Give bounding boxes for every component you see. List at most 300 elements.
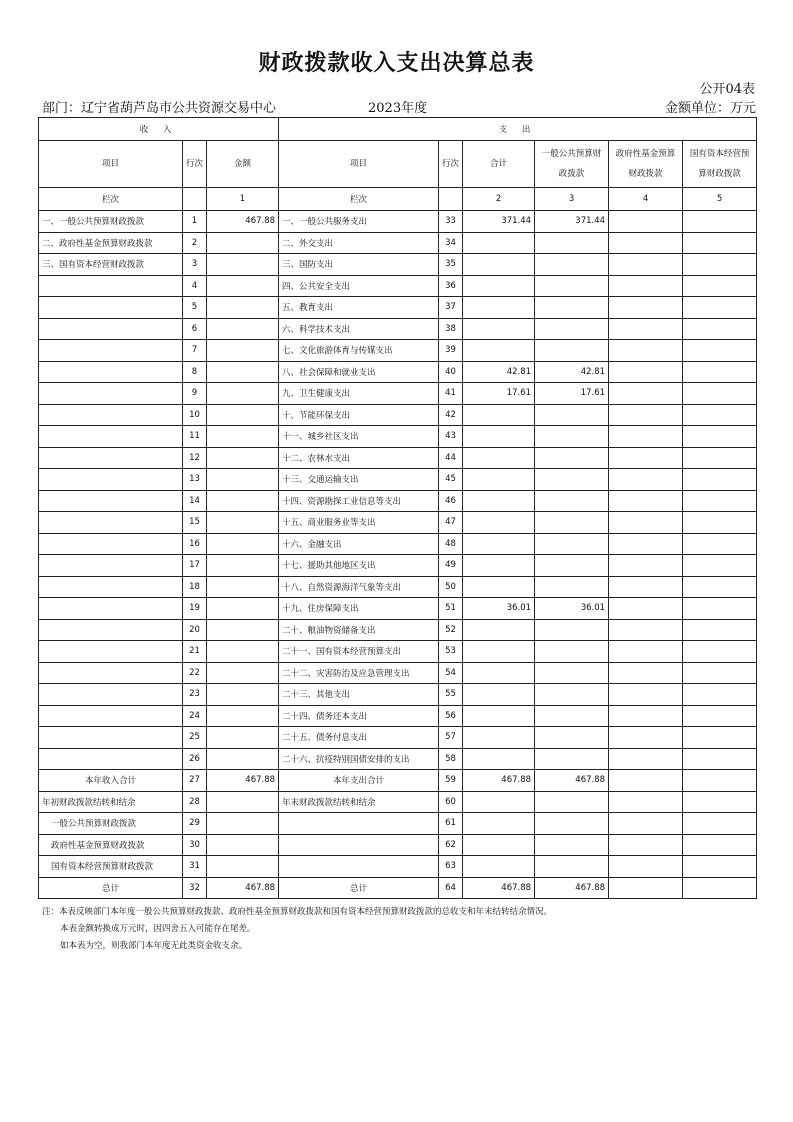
income-amount-cell xyxy=(207,684,279,706)
general-budget-cell xyxy=(535,834,609,856)
income-item-cell xyxy=(39,275,183,297)
table-row xyxy=(39,447,757,469)
general-budget-cell xyxy=(535,813,609,835)
expense-item-cell xyxy=(279,856,439,878)
fund-budget-cell xyxy=(609,512,683,534)
expense-line-cell: 64 xyxy=(439,877,463,899)
income-line-cell: 30 xyxy=(183,834,207,856)
income-item-cell: 国有资本经营预算财政拨款 xyxy=(39,856,183,878)
income-amount-cell xyxy=(207,340,279,362)
fund-budget-cell xyxy=(609,877,683,899)
expense-line-cell: 57 xyxy=(439,727,463,749)
expense-line-cell: 39 xyxy=(439,340,463,362)
fund-budget-cell xyxy=(609,770,683,792)
expense-item-cell: 六、科学技术支出 xyxy=(279,318,439,340)
income-item-cell xyxy=(39,361,183,383)
expense-line-cell: 43 xyxy=(439,426,463,448)
expense-total-cell xyxy=(463,555,535,577)
income-line-cell: 14 xyxy=(183,490,207,512)
budget-table xyxy=(38,117,757,899)
income-item-cell xyxy=(39,469,183,491)
table-row xyxy=(39,576,757,598)
state-capital-cell xyxy=(683,791,757,813)
expense-item-cell: 十五、商业服务业等支出 xyxy=(279,512,439,534)
expense-total-cell xyxy=(463,641,535,663)
state-capital-cell xyxy=(683,813,757,835)
expense-total-cell xyxy=(463,619,535,641)
table-row xyxy=(39,856,757,878)
table-row xyxy=(39,318,757,340)
state-capital-cell xyxy=(683,297,757,319)
general-budget-cell xyxy=(535,490,609,512)
col-index-1: 1 xyxy=(207,188,279,211)
general-budget-cell xyxy=(535,748,609,770)
income-amount-cell xyxy=(207,404,279,426)
expense-total-cell xyxy=(463,232,535,254)
income-amount-cell xyxy=(207,813,279,835)
fund-budget-cell xyxy=(609,641,683,663)
expense-line-cell: 41 xyxy=(439,383,463,405)
state-capital-cell xyxy=(683,469,757,491)
income-line-cell: 6 xyxy=(183,318,207,340)
fiscal-year: 2023年度 xyxy=(368,101,428,116)
income-amount-cell xyxy=(207,619,279,641)
fund-budget-cell xyxy=(609,469,683,491)
state-capital-cell xyxy=(683,318,757,340)
income-line-cell: 29 xyxy=(183,813,207,835)
expense-total-cell xyxy=(463,662,535,684)
income-item-cell xyxy=(39,426,183,448)
form-number: 公开04表 xyxy=(699,82,755,97)
fund-budget-cell xyxy=(609,684,683,706)
expense-total-cell xyxy=(463,684,535,706)
table-row xyxy=(39,727,757,749)
state-capital-cell xyxy=(683,211,757,233)
income-item-cell: 政府性基金预算财政拨款 xyxy=(39,834,183,856)
expense-item-cell: 二十四、债务还本支出 xyxy=(279,705,439,727)
income-item-cell xyxy=(39,555,183,577)
expense-total-cell xyxy=(463,576,535,598)
expense-line-cell: 62 xyxy=(439,834,463,856)
income-amount-cell xyxy=(207,834,279,856)
general-budget-cell xyxy=(535,512,609,534)
state-capital-cell xyxy=(683,877,757,899)
expense-line-cell: 35 xyxy=(439,254,463,276)
income-amount-cell: 467.88 xyxy=(207,877,279,899)
expense-item-cell: 二十五、债务付息支出 xyxy=(279,727,439,749)
state-capital-cell xyxy=(683,684,757,706)
income-line-cell: 8 xyxy=(183,361,207,383)
income-item-cell xyxy=(39,512,183,534)
income-item-cell xyxy=(39,748,183,770)
income-amount-cell: 467.88 xyxy=(207,211,279,233)
expense-line-cell: 37 xyxy=(439,297,463,319)
state-capital-cell xyxy=(683,705,757,727)
income-line-cell: 2 xyxy=(183,232,207,254)
expense-line-cell: 53 xyxy=(439,641,463,663)
income-amount-cell xyxy=(207,426,279,448)
state-capital-cell xyxy=(683,576,757,598)
general-budget-cell xyxy=(535,469,609,491)
table-row xyxy=(39,748,757,770)
state-capital-cell xyxy=(683,490,757,512)
expense-item-cell: 十二、农林水支出 xyxy=(279,447,439,469)
expense-item-cell: 十三、交通运输支出 xyxy=(279,469,439,491)
general-budget-cell xyxy=(535,404,609,426)
expense-item-cell: 五、教育支出 xyxy=(279,297,439,319)
expense-line-cell: 48 xyxy=(439,533,463,555)
fund-budget-cell xyxy=(609,254,683,276)
column-header-row xyxy=(39,141,757,188)
expense-total-cell xyxy=(463,813,535,835)
general-budget-cell: 467.88 xyxy=(535,877,609,899)
expense-item-cell: 二十、粮油物资储备支出 xyxy=(279,619,439,641)
income-line-cell: 31 xyxy=(183,856,207,878)
income-line-cell: 11 xyxy=(183,426,207,448)
general-budget-cell xyxy=(535,791,609,813)
income-line-cell: 17 xyxy=(183,555,207,577)
income-line-cell: 25 xyxy=(183,727,207,749)
income-amount-cell xyxy=(207,490,279,512)
general-budget-cell xyxy=(535,340,609,362)
expense-total-cell xyxy=(463,447,535,469)
table-row xyxy=(39,297,757,319)
expense-total-cell xyxy=(463,748,535,770)
income-amount-cell xyxy=(207,727,279,749)
expense-line-cell: 33 xyxy=(439,211,463,233)
state-capital-cell xyxy=(683,340,757,362)
table-row xyxy=(39,877,757,899)
expense-total-cell xyxy=(463,512,535,534)
table-row xyxy=(39,361,757,383)
expense-line-cell: 45 xyxy=(439,469,463,491)
expense-line-cell: 47 xyxy=(439,512,463,534)
state-capital-cell xyxy=(683,232,757,254)
income-amount-cell: 467.88 xyxy=(207,770,279,792)
fund-budget-cell xyxy=(609,447,683,469)
fund-budget-cell xyxy=(609,727,683,749)
col-index-3: 3 xyxy=(535,188,609,211)
state-capital-header: 国有资本经营预算财政拨款 xyxy=(683,141,757,188)
income-line-cell: 28 xyxy=(183,791,207,813)
income-line-cell: 23 xyxy=(183,684,207,706)
expense-total-cell xyxy=(463,297,535,319)
income-item-cell: 一、一般公共预算财政拨款 xyxy=(39,211,183,233)
state-capital-cell xyxy=(683,727,757,749)
note-line: 注：本表反映部门本年度一般公共预算财政拨款、政府性基金预算财政拨款和国有资本经营预算财政拨款的总收支和年末结转结余情况。 xyxy=(42,907,553,917)
expense-total-cell xyxy=(463,426,535,448)
general-budget-cell: 371.44 xyxy=(535,211,609,233)
income-item-cell xyxy=(39,727,183,749)
state-capital-cell xyxy=(683,533,757,555)
expense-line-cell: 51 xyxy=(439,598,463,620)
expense-item-cell: 十、节能环保支出 xyxy=(279,404,439,426)
fund-budget-cell xyxy=(609,232,683,254)
income-amount-cell xyxy=(207,533,279,555)
fund-budget-cell xyxy=(609,576,683,598)
fund-budget-cell xyxy=(609,275,683,297)
expense-total-cell: 42.81 xyxy=(463,361,535,383)
general-budget-cell xyxy=(535,641,609,663)
income-line-header: 行次 xyxy=(183,141,207,188)
general-budget-cell: 17.61 xyxy=(535,383,609,405)
col-index-5: 5 xyxy=(683,188,757,211)
expense-item-cell xyxy=(279,813,439,835)
expense-line-cell: 42 xyxy=(439,404,463,426)
general-budget-cell xyxy=(535,447,609,469)
income-item-cell xyxy=(39,404,183,426)
table-row xyxy=(39,770,757,792)
expense-item-cell: 十六、金融支出 xyxy=(279,533,439,555)
note-line: 如本表为空，则我部门本年度无此类资金收支余。 xyxy=(60,941,248,951)
fund-budget-cell xyxy=(609,619,683,641)
state-capital-cell xyxy=(683,641,757,663)
general-budget-cell xyxy=(535,684,609,706)
fund-budget-cell xyxy=(609,383,683,405)
fund-budget-cell xyxy=(609,813,683,835)
expense-total-cell xyxy=(463,834,535,856)
income-item-cell xyxy=(39,705,183,727)
expense-item-cell: 七、文化旅游体育与传媒支出 xyxy=(279,340,439,362)
income-amount-cell xyxy=(207,318,279,340)
fund-budget-cell xyxy=(609,662,683,684)
general-budget-cell xyxy=(535,426,609,448)
expense-line-cell: 52 xyxy=(439,619,463,641)
state-capital-cell xyxy=(683,447,757,469)
general-budget-cell: 467.88 xyxy=(535,770,609,792)
general-budget-cell xyxy=(535,297,609,319)
empty-cell xyxy=(183,188,207,211)
income-amount-cell xyxy=(207,254,279,276)
expense-line-cell: 49 xyxy=(439,555,463,577)
income-item-header: 项目 xyxy=(39,141,183,188)
fund-budget-cell xyxy=(609,361,683,383)
expense-item-cell xyxy=(279,834,439,856)
expense-header: 支 出 xyxy=(279,118,757,141)
income-item-cell xyxy=(39,383,183,405)
income-line-cell: 22 xyxy=(183,662,207,684)
fund-budget-cell xyxy=(609,555,683,577)
income-line-cell: 21 xyxy=(183,641,207,663)
column-index-row xyxy=(39,188,757,211)
income-line-cell: 26 xyxy=(183,748,207,770)
empty-cell xyxy=(439,188,463,211)
section-header-row xyxy=(39,118,757,141)
expense-total-cell xyxy=(463,469,535,491)
table-row xyxy=(39,340,757,362)
expense-total-cell xyxy=(463,856,535,878)
table-row xyxy=(39,705,757,727)
table-row xyxy=(39,275,757,297)
income-line-cell: 24 xyxy=(183,705,207,727)
expense-item-cell: 十七、援助其他地区支出 xyxy=(279,555,439,577)
fund-budget-header: 政府性基金预算财政拨款 xyxy=(609,141,683,188)
expense-line-header: 行次 xyxy=(439,141,463,188)
expense-item-cell: 九、卫生健康支出 xyxy=(279,383,439,405)
general-budget-cell xyxy=(535,662,609,684)
expense-line-cell: 55 xyxy=(439,684,463,706)
income-amount-cell xyxy=(207,576,279,598)
expense-total-cell xyxy=(463,533,535,555)
expense-total-cell xyxy=(463,705,535,727)
expense-item-cell: 十四、资源勘探工业信息等支出 xyxy=(279,490,439,512)
expense-item-cell: 二十六、抗疫特别国债安排的支出 xyxy=(279,748,439,770)
general-budget-cell xyxy=(535,254,609,276)
fund-budget-cell xyxy=(609,340,683,362)
general-budget-cell xyxy=(535,856,609,878)
state-capital-cell xyxy=(683,834,757,856)
income-amount-cell xyxy=(207,598,279,620)
expense-total-cell: 36.01 xyxy=(463,598,535,620)
expense-total-cell xyxy=(463,490,535,512)
income-item-cell xyxy=(39,662,183,684)
income-amount-header: 金额 xyxy=(207,141,279,188)
expense-line-cell: 59 xyxy=(439,770,463,792)
expense-total-cell xyxy=(463,340,535,362)
table-row xyxy=(39,598,757,620)
income-item-cell: 一般公共预算财政拨款 xyxy=(39,813,183,835)
income-amount-cell xyxy=(207,297,279,319)
col-index-4: 4 xyxy=(609,188,683,211)
income-line-cell: 3 xyxy=(183,254,207,276)
general-budget-cell xyxy=(535,232,609,254)
income-line-cell: 20 xyxy=(183,619,207,641)
income-amount-cell xyxy=(207,275,279,297)
expense-col-label: 栏次 xyxy=(279,188,439,211)
income-amount-cell xyxy=(207,361,279,383)
expense-line-cell: 54 xyxy=(439,662,463,684)
general-budget-header: 一般公共预算财政拨款 xyxy=(535,141,609,188)
income-item-cell: 总计 xyxy=(39,877,183,899)
table-row xyxy=(39,512,757,534)
income-line-cell: 7 xyxy=(183,340,207,362)
fund-budget-cell xyxy=(609,404,683,426)
expense-item-cell: 本年支出合计 xyxy=(279,770,439,792)
table-row xyxy=(39,619,757,641)
state-capital-cell xyxy=(683,748,757,770)
income-amount-cell xyxy=(207,555,279,577)
expense-total-cell xyxy=(463,318,535,340)
income-amount-cell xyxy=(207,856,279,878)
income-line-cell: 19 xyxy=(183,598,207,620)
income-item-cell xyxy=(39,641,183,663)
expense-total-cell xyxy=(463,254,535,276)
expense-item-cell: 四、公共安全支出 xyxy=(279,275,439,297)
expense-line-cell: 44 xyxy=(439,447,463,469)
expense-line-cell: 58 xyxy=(439,748,463,770)
income-amount-cell xyxy=(207,383,279,405)
income-item-cell: 三、国有资本经营财政拨款 xyxy=(39,254,183,276)
table-row xyxy=(39,383,757,405)
income-amount-cell xyxy=(207,662,279,684)
expense-item-cell: 总计 xyxy=(279,877,439,899)
general-budget-cell xyxy=(535,619,609,641)
income-line-cell: 1 xyxy=(183,211,207,233)
general-budget-cell xyxy=(535,576,609,598)
general-budget-cell xyxy=(535,705,609,727)
income-item-cell xyxy=(39,576,183,598)
expense-item-cell: 三、国防支出 xyxy=(279,254,439,276)
income-amount-cell xyxy=(207,469,279,491)
amount-unit: 金额单位：万元 xyxy=(664,101,756,116)
income-line-cell: 10 xyxy=(183,404,207,426)
fund-budget-cell xyxy=(609,834,683,856)
table-row xyxy=(39,533,757,555)
fund-budget-cell xyxy=(609,705,683,727)
state-capital-cell xyxy=(683,598,757,620)
fund-budget-cell xyxy=(609,748,683,770)
expense-item-cell: 二、外交支出 xyxy=(279,232,439,254)
income-item-cell xyxy=(39,297,183,319)
table-row xyxy=(39,211,757,233)
state-capital-cell xyxy=(683,275,757,297)
income-line-cell: 4 xyxy=(183,275,207,297)
fund-budget-cell xyxy=(609,297,683,319)
table-row xyxy=(39,469,757,491)
state-capital-cell xyxy=(683,383,757,405)
expense-total-cell: 371.44 xyxy=(463,211,535,233)
table-notes xyxy=(42,904,552,955)
income-item-cell xyxy=(39,619,183,641)
fund-budget-cell xyxy=(609,211,683,233)
income-line-cell: 12 xyxy=(183,447,207,469)
income-amount-cell xyxy=(207,232,279,254)
expense-total-cell xyxy=(463,727,535,749)
expense-line-cell: 56 xyxy=(439,705,463,727)
income-item-cell xyxy=(39,447,183,469)
expense-line-cell: 34 xyxy=(439,232,463,254)
income-line-cell: 13 xyxy=(183,469,207,491)
general-budget-cell xyxy=(535,533,609,555)
general-budget-cell xyxy=(535,318,609,340)
expense-line-cell: 61 xyxy=(439,813,463,835)
income-line-cell: 16 xyxy=(183,533,207,555)
expense-item-cell: 年末财政拨款结转和结余 xyxy=(279,791,439,813)
table-row xyxy=(39,641,757,663)
income-line-cell: 15 xyxy=(183,512,207,534)
page-title: 财政拨款收入支出决算总表 xyxy=(258,50,535,76)
income-line-cell: 18 xyxy=(183,576,207,598)
state-capital-cell xyxy=(683,619,757,641)
table-row xyxy=(39,684,757,706)
expense-item-header: 项目 xyxy=(279,141,439,188)
state-capital-cell xyxy=(683,254,757,276)
fund-budget-cell xyxy=(609,426,683,448)
income-header: 收 入 xyxy=(39,118,279,141)
income-line-cell: 5 xyxy=(183,297,207,319)
income-item-cell xyxy=(39,340,183,362)
income-item-cell xyxy=(39,490,183,512)
income-line-cell: 9 xyxy=(183,383,207,405)
department-label: 部门：辽宁省葫芦岛市公共资源交易中心 xyxy=(42,101,277,116)
general-budget-cell: 42.81 xyxy=(535,361,609,383)
expense-item-cell: 二十三、其他支出 xyxy=(279,684,439,706)
table-row xyxy=(39,791,757,813)
expense-item-cell: 一、一般公共服务支出 xyxy=(279,211,439,233)
income-amount-cell xyxy=(207,791,279,813)
general-budget-cell xyxy=(535,275,609,297)
general-budget-cell xyxy=(535,727,609,749)
expense-total-cell xyxy=(463,404,535,426)
income-item-cell xyxy=(39,533,183,555)
table-row xyxy=(39,813,757,835)
expense-item-cell: 八、社会保障和就业支出 xyxy=(279,361,439,383)
expense-total-cell: 467.88 xyxy=(463,877,535,899)
expense-item-cell: 十一、城乡社区支出 xyxy=(279,426,439,448)
table-row xyxy=(39,232,757,254)
fund-budget-cell xyxy=(609,791,683,813)
state-capital-cell xyxy=(683,426,757,448)
